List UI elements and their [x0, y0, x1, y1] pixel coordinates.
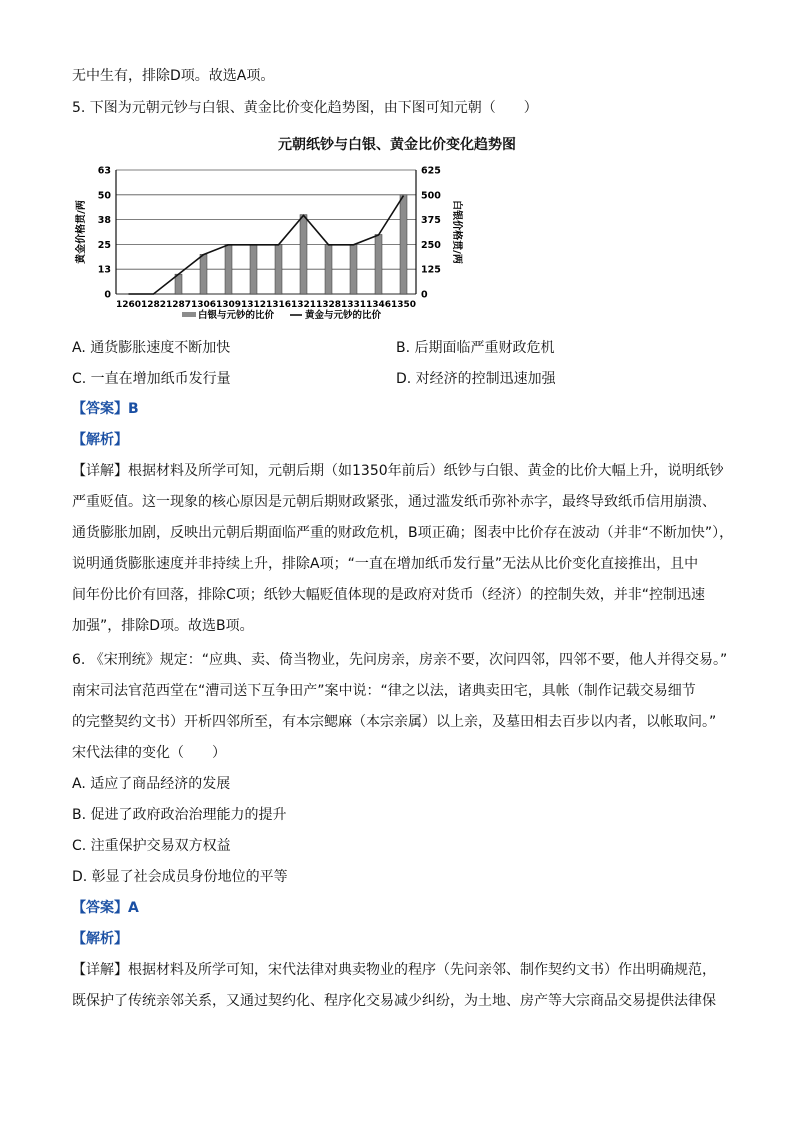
- q5-answer: 【答案】B: [72, 401, 139, 417]
- q5-detail-line: 说明通货膨胀速度并非持续上升，排除A项；“一直在增加纸币发行量”无法从比价变化直接推出，且中: [72, 556, 699, 572]
- silver-ratio-bar: [400, 195, 407, 294]
- y-right-tick-label: 250: [421, 239, 441, 251]
- x-tick-label: 1321: [290, 300, 317, 310]
- x-tick-label: 1312: [240, 300, 267, 310]
- x-tick-label: 1287: [165, 300, 192, 310]
- silver-ratio-bar: [225, 244, 232, 294]
- q5-detail-line: 加强”，排除D项。故选B项。: [72, 618, 254, 634]
- q4-tail: 无中生有，排除D项。故选A项。: [72, 68, 275, 84]
- q6-option-a: A. 适应了商品经济的发展: [72, 776, 231, 792]
- y-left-tick-label: 38: [97, 215, 111, 227]
- silver-ratio-bar: [350, 244, 357, 294]
- q5-detail-line: 通货膨胀加剧，反映出元朝后期面临严重的财政危机，B项正确；图表中比价存在波动（并非“不断加快”），: [72, 525, 734, 541]
- q6-stem-line: 宋代法律的变化（ ）: [72, 745, 226, 761]
- q6-answer: 【答案】A: [72, 900, 139, 916]
- y-right-tick-label: 625: [421, 165, 441, 177]
- q6-option-c: C. 注重保护交易双方权益: [72, 838, 231, 854]
- x-tick-label: 1328: [315, 300, 342, 310]
- silver-ratio-bar: [250, 244, 257, 294]
- x-tick-label: 1260: [115, 300, 142, 310]
- y-right-tick-label: 0: [421, 289, 428, 301]
- y-right-tick-label: 500: [421, 190, 441, 202]
- q6-stem-line: 的完整契约文书）开析四邻所至，有本宗鳃麻（本宗亲属）以上亲，及墓田相去百步以内者，以帐取问。”: [72, 714, 717, 730]
- y-left-tick-label: 13: [97, 264, 111, 276]
- x-tick-label: 1331: [340, 300, 367, 310]
- legend-bar-label: 白银与元钞的比价: [198, 310, 275, 321]
- q5-option-b: B. 后期面临严重财政危机: [396, 340, 555, 356]
- q6-option-b: B. 促进了政府政治治理能力的提升: [72, 807, 287, 823]
- chart-title: 元朝纸钞与白银、黄金比价变化趋势图: [278, 137, 516, 153]
- q6-stem-line: 6. 《宋刑统》规定：“应典、卖、倚当物业，先问房亲，房亲不要，次问四邻，四邻不要，他人并得交易。”: [72, 652, 728, 668]
- x-tick-label: 1282: [140, 300, 167, 310]
- silver-ratio-bar: [375, 234, 382, 294]
- silver-ratio-bar: [325, 244, 332, 294]
- q6-stem-line: 南宋司法官范西堂在“漕司送下互争田产”案中说：“律之以法，诸典卖田宅，具帐（制作记载交易细节: [72, 683, 696, 699]
- y-left-tick-label: 25: [97, 239, 111, 251]
- y-left-tick-label: 50: [97, 190, 111, 202]
- silver-ratio-bar: [275, 244, 282, 294]
- q6-detail-line: 既保护了传统亲邻关系，又通过契约化、程序化交易减少纠纷，为土地、房产等大宗商品交易提供法律保: [72, 993, 716, 1009]
- q5-analysis-label: 【解析】: [72, 432, 128, 448]
- y-right-tick-label: 125: [421, 264, 441, 276]
- y-axis-left-label: 黄金价格贯/两: [76, 200, 87, 264]
- x-tick-label: 1309: [215, 300, 242, 310]
- q6-option-d: D. 彰显了社会成员身份地位的平等: [72, 869, 288, 885]
- q5-option-d: D. 对经济的控制迅速加强: [396, 371, 556, 387]
- y-right-tick-label: 375: [421, 215, 441, 227]
- x-tick-label: 1346: [365, 300, 392, 310]
- legend-bar-swatch: [182, 312, 196, 317]
- y-left-tick-label: 0: [104, 289, 111, 301]
- x-tick-label: 1306: [190, 300, 217, 310]
- q5-detail-line: 【详解】根据材料及所学可知，元朝后期（如1350年前后）纸钞与白银、黄金的比价大幅上升，说明纸钞: [72, 463, 724, 479]
- silver-ratio-bar: [200, 254, 207, 294]
- q6-analysis-label: 【解析】: [72, 931, 128, 947]
- x-tick-label: 1316: [265, 300, 292, 310]
- q5-detail-line: 间年份比价有回落，排除C项；纸钞大幅贬值体现的是政府对货币（经济）的控制失效，并非“控制迅速: [72, 587, 706, 603]
- legend: [182, 309, 382, 321]
- q6-detail-line: 【详解】根据材料及所学可知，宋代法律对典卖物业的程序（先问亲邻、制作契约文书）作出明确规范，: [72, 962, 716, 978]
- y-left-tick-label: 63: [97, 165, 111, 177]
- y-axis-right-label: 白银价格贯/两: [451, 200, 462, 264]
- q5-option-c: C. 一直在增加纸币发行量: [72, 371, 231, 387]
- x-tick-label: 1350: [390, 300, 417, 310]
- q5-option-a: A. 通货膨胀速度不断加快: [72, 340, 231, 356]
- q5-detail-line: 严重贬值。这一现象的核心原因是元朝后期财政紧张，通过滥发纸币弥补赤字，最终导致纸币信用崩溃、: [72, 494, 716, 510]
- q5-stem: 5. 下图为元朝元钞与白银、黄金比价变化趋势图，由下图可知元朝（ ）: [72, 100, 538, 116]
- chart: [72, 160, 492, 326]
- silver-ratio-bar: [300, 215, 307, 294]
- legend-line-label: 黄金与元钞的比价: [305, 310, 382, 321]
